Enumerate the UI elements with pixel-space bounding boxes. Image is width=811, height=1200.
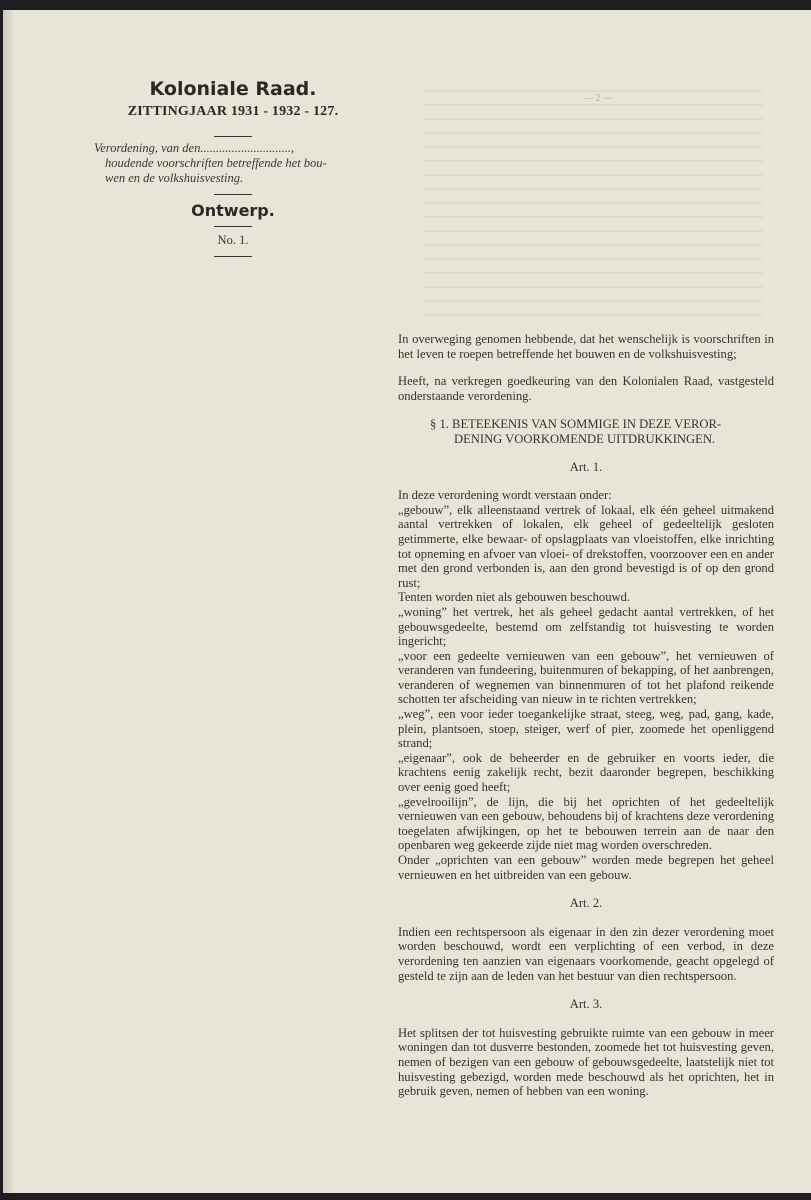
divider-rule: [214, 136, 252, 137]
document-page: [3, 10, 811, 1193]
section-heading-line: § 1. BETEEKENIS VAN SOMMIGE IN DEZE VEROR-: [430, 417, 722, 432]
session-year: ZITTINGJAAR 1931 - 1932 - 127.: [127, 104, 339, 119]
bill-title-line: houdende voorschriften betreffende het bou-: [105, 156, 327, 170]
article-heading: Art. 3.: [569, 997, 603, 1012]
page-binding-edge: [3, 10, 15, 1193]
definition-paragraph: „voor een gedeelte vernieuwen van een gebouw”, het vernieuwen of veranderen van fundeering, buitenmuren of bekapping, of het aanbrengen, veranderen of wegnemen van binnenmuren of tot het plafond reikende schotten ter afscheiding van nieuw in te richten vertrekken;: [398, 648, 774, 707]
bill-title: [94, 141, 374, 186]
definition-paragraph: Tenten worden niet als gebouwen beschouwd.: [398, 590, 631, 605]
bill-title-line: wen en de volkshuisvesting.: [105, 171, 244, 185]
faded-page-mark: — 2 —: [583, 93, 613, 104]
preamble-paragraph: In overweging genomen hebbende, dat het wenschelijk is voorschriften in het leven te roepen betreffende het bouwen en de volkshuisvesting;: [398, 332, 774, 361]
article-paragraph: Indien een rechtspersoon als eigenaar in den zin dezer verordening moet worden beschouwd, wordt een verplichting of een verbod, in deze verordening ten aanzien van eigenaars voorkomende, geacht opgelegd of gesteld te zijn aan de leden van het bestuur van dien rechtspersoon.: [398, 924, 774, 983]
draft-label: Ontwerp.: [191, 201, 275, 220]
article-paragraph: Het splitsen der tot huisvesting gebruikte ruimte van een gebouw in meer woningen dan tot dusverre bestonden, zoomede het tot huisvesting geven, nemen of bezigen van een gebouw of gebouwsgedeelte, laatstelijk niet tot huisvesting gebezigd, worden mede beschouwd als het oprichten, het in gebruik geven, nemen of hebben van een woning.: [398, 1025, 774, 1099]
article-heading: Art. 1.: [569, 459, 603, 474]
definition-paragraph: „gebouw”, elk alleenstaand vertrek of lokaal, elk één geheel uitmakend aantal vertrekken of lokalen, elk geheel of gedeeltelijk gesloten getimmerte, elke bewaar- of opslagplaats van vloeistoffen, elke inrichting tot opneming en afvoer van vloei- of drekstoffen, voorzoover een en ander met den grond verbonden is, aan den grond bevestigd is of op den grond rust;: [398, 502, 774, 590]
divider-rule: [214, 256, 252, 257]
definition-paragraph: „weg”, een voor ieder toegankelijke straat, steeg, weg, pad, gang, kade, plein, plantsoen, stoep, steiger, werf of pier, zoomede het openliggend strand;: [398, 707, 774, 751]
section-heading: [398, 417, 774, 446]
definition-paragraph: Onder „oprichten van een gebouw” worden mede begrepen het geheel vernieuwen en het uitbreiden van een gebouw.: [398, 853, 774, 882]
bill-title-line: Verordening, van den.............................,: [94, 141, 295, 155]
document-heading: Koloniale Raad.: [149, 78, 317, 100]
section-heading-line: DENING VOORKOMENDE UITDRUKKINGEN.: [454, 431, 716, 446]
article-heading: Art. 2.: [569, 896, 603, 911]
article-intro: In deze verordening wordt verstaan onder:: [398, 488, 612, 503]
definition-paragraph: „eigenaar”, ook de beheerder en de gebruiker en voorts ieder, die krachtens eenig zakelijk recht, bezit daaronder begrepen, beschikking over eenig goed heeft;: [398, 750, 774, 795]
divider-rule: [214, 226, 252, 227]
draft-number: No. 1.: [217, 233, 249, 247]
preamble-paragraph: Heeft, na verkregen goedkeuring van den Kolonialen Raad, vastgesteld onderstaande verordening.: [398, 374, 774, 403]
definition-paragraph: „gevelrooilijn”, de lijn, die bij het oprichten of het gedeeltelijk vernieuwen van een gebouw, behoudens bij of krachtens deze verordening toegelaten afwijkingen, op het te bebouwen terrein aan de naar den openbaren weg gekeerde zijde niet mag worden overschreden.: [398, 794, 774, 853]
body-text-column: [398, 332, 774, 1099]
divider-rule: [214, 194, 252, 195]
definition-paragraph: „woning” het vertrek, het als geheel gedacht aantal vertrekken, of het gebouwsgedeelte, bestemd om zelfstandig tot huisvesting te worden ingericht;: [398, 604, 774, 649]
bleed-through-text: [423, 90, 763, 320]
